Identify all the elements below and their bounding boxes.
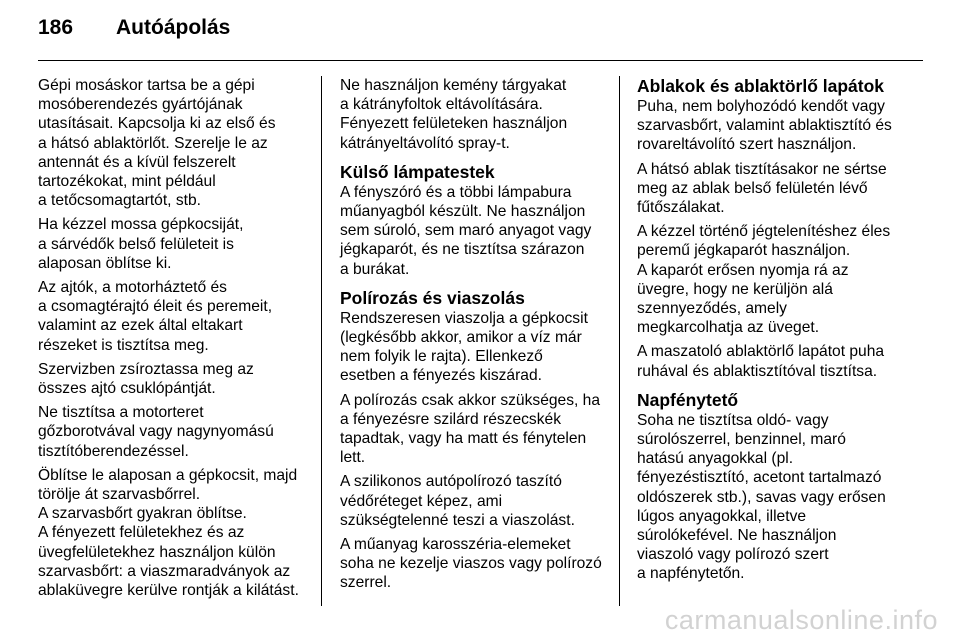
column-divider <box>321 76 322 606</box>
header-rule <box>38 60 923 61</box>
paragraph: Ne tisztítsa a motorteret gőzborotvával vagy nagynyomású tisztítóberendezéssel. <box>38 404 274 460</box>
section-title: Autóápolás <box>116 16 231 39</box>
heading-windows-wipers: Ablakok és ablaktörlő lapátok <box>637 76 885 96</box>
paragraph: Ne használjon kemény tárgyakat a kátrányfoltok eltávolítására. Fényezett felületeken használjon kátrányeltávolító spray-t. <box>340 77 568 152</box>
paragraph: Ha kézzel mossa gépkocsiját, a sárvédők belső felületeit is alaposan öblítse ki. <box>38 216 244 272</box>
page-header <box>38 16 230 40</box>
column-2 <box>340 76 610 598</box>
paragraph: A műanyag karosszéria-elemeket soha ne kezelje viaszos vagy polírozó szerrel. <box>340 536 602 592</box>
paragraph: Gépi mosáskor tartsa be a gépi mosóberendezés gyártójának utasításait. Kapcsolja ki az első és a hátsó ablaktörlőt. Szerelje le az antennát és a kívül felszerelt tartozékokat, mint például a tetőcsomagtartót, stb. <box>38 77 276 210</box>
column-1 <box>38 76 313 605</box>
paragraph: Öblítse le alaposan a gépkocsit, majd törölje át szarvasbőrrel. A szarvasbőrt gyakran öblítse. A fényezett felületekhez és az üvegfelületekhez használjon külön szarvasbőrt: a viaszmaradványok az ablaküvegre kerülve rontják a kilátást. <box>38 466 299 600</box>
column-divider <box>619 76 620 606</box>
heading-exterior-lamps: Külső lámpatestek <box>340 161 495 182</box>
heading-sunroof: Napfénytető <box>637 389 739 410</box>
paragraph: Puha, nem bolyhozódó kendőt vagy szarvasbőrt, valamint ablaktisztító és rovareltávolító szert használjon. <box>637 98 892 154</box>
paragraph: A maszatoló ablaktörlő lapátot puha ruhával és ablaktisztítóval tisztítsa. <box>637 343 885 380</box>
paragraph: Soha ne tisztítsa oldó- vagy súrolószerrel, benzinnel, maró hatású anyagokkal (pl. fényezéstisztító, acetont tartalmazó oldószerek stb.), savas vagy erősen lúgos anyagokkal, illetve súrolókefével. Ne használjon viaszoló vagy polírozó szert a napfénytetőn. <box>637 411 886 583</box>
heading-polishing-waxing: Polírozás és viaszolás <box>340 287 525 308</box>
paragraph: A szilikonos autópolírozó taszító védőréteget képez, ami szükségtelenné teszi a viaszolást. <box>340 473 575 529</box>
page-number: 186 <box>38 16 74 39</box>
column-3 <box>637 76 927 589</box>
paragraph: A hátsó ablak tisztításakor ne sértse meg az ablak belső felületén lévő fűtőszálakat. <box>637 160 887 217</box>
watermark: carmanualsonline.info <box>664 605 938 635</box>
paragraph: Rendszeresen viaszolja a gépkocsit (legkésőbb akkor, amikor a víz már nem folyik le rajta). Ellenkező esetben a fényezés kiszárad. <box>340 309 588 385</box>
paragraph: A fényszóró és a többi lámpabura műanyagból készült. Ne használjon sem súroló, sem maró anyagot vagy jégkaparót, és ne tisztítsa szárazon a burákat. <box>340 183 592 278</box>
paragraph: Szervizben zsíroztassa meg az összes ajtó csuklópántját. <box>38 360 254 398</box>
paragraph: Az ajtók, a motorháztető és a csomagtérajtó éleit és peremeit, valamint az ezek által eltakart részeket is tisztítsa meg. <box>38 279 273 354</box>
paragraph: A kézzel történő jégtelenítéshez éles peremű jégkaparót használjon. A kaparót erősen nyomja rá az üvegre, hogy ne kerüljön alá szennyeződés, amely megkarcolhatja az üveget. <box>637 223 891 337</box>
paragraph: A polírozás csak akkor szükséges, ha a fényezésre szilárd részecskék tapadtak, vagy ha matt és fénytelen lett. <box>340 391 601 467</box>
